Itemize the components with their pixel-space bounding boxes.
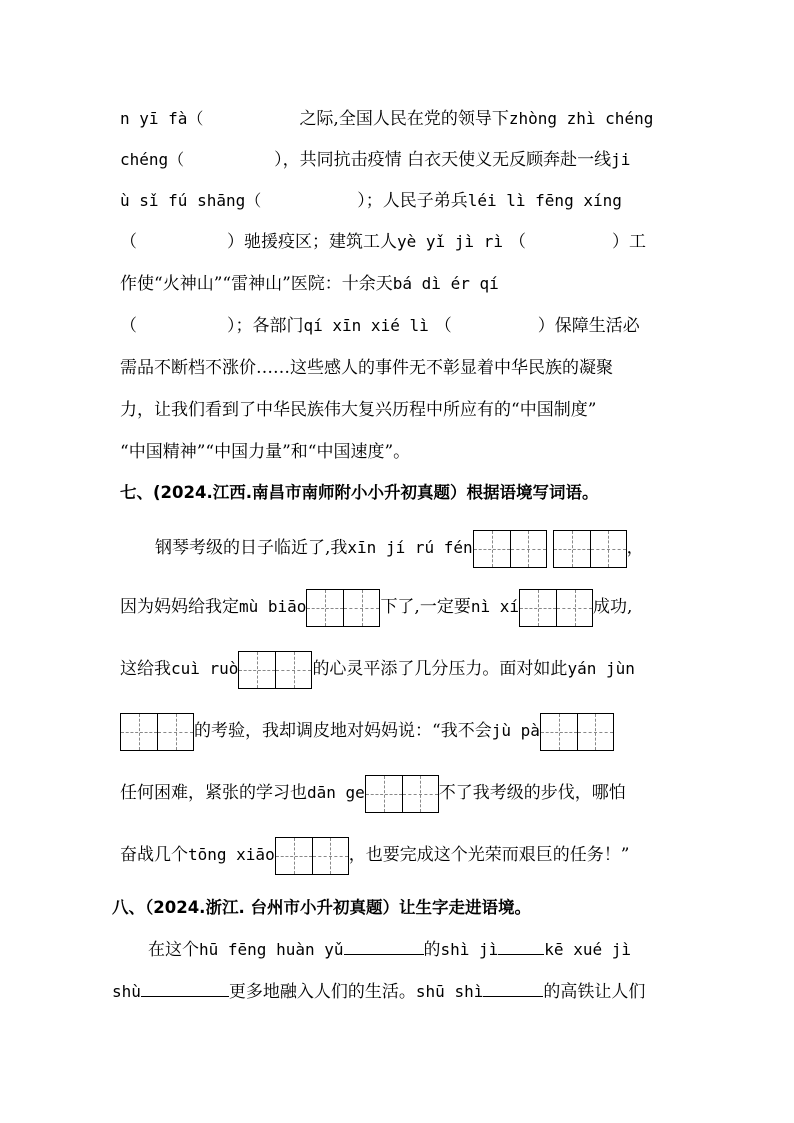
answer-grid[interactable]: [553, 530, 627, 568]
text: 作使“火神山”“雷神山”医院：十余天: [120, 274, 393, 294]
s6-line-8: 力，让我们看到了中华民族伟大复兴历程中所应有的“中国制度”: [120, 400, 597, 420]
text: （: [120, 232, 137, 252]
text: （: [434, 316, 452, 336]
text: 奋战几个: [120, 845, 188, 865]
text: 的心灵平添了几分压力。面对如此: [312, 659, 568, 679]
s8-line-1: [148, 938, 631, 962]
answer-blank[interactable]: [344, 938, 424, 955]
pinyin: yán jùn: [567, 659, 635, 678]
pinyin: bá dì ér qí: [392, 274, 499, 293]
pinyin: hū fēng huàn yǔ: [199, 940, 344, 959]
s7-line-2: [120, 587, 632, 627]
text: 成功,: [593, 597, 633, 617]
answer-blank[interactable]: [141, 980, 229, 997]
pinyin: xīn jí rú fén: [347, 538, 473, 557]
answer-grid[interactable]: [120, 713, 194, 751]
text: ），共同抗击疫情 白衣天使义无反顾奔赴一线: [274, 150, 612, 170]
text: ）；人民子弟兵: [357, 191, 468, 211]
text: ）驰援疫区；建筑工人: [227, 232, 397, 252]
s6-line-7: 需品不断档不涨价……这些感人的事件无不彰显着中华民族的凝聚: [120, 358, 613, 378]
text: ，也要完成这个光荣而艰巨的任务！”: [348, 845, 630, 865]
s7-line-4: [120, 711, 614, 751]
text: 的考验，我却调皮地对妈妈说：“我不会: [194, 721, 492, 741]
text: 这给我: [120, 659, 171, 679]
answer-grid[interactable]: [473, 530, 547, 568]
text: 的: [423, 940, 441, 960]
s6-line-2: [120, 148, 630, 172]
text: （: [120, 316, 137, 336]
pinyin: dān ge: [307, 783, 365, 802]
text: （: [508, 232, 526, 252]
s7-line-1: [155, 528, 644, 568]
s6-line-4: [120, 230, 646, 254]
pinyin: kē xué jì: [544, 940, 631, 959]
s8-line-2: [112, 980, 645, 1004]
s7-line-5: [120, 773, 626, 813]
answer-blank[interactable]: [483, 980, 543, 997]
text: 任何困难，紧张的学习也: [120, 783, 307, 803]
text: ）工: [611, 232, 646, 252]
text: ，: [626, 538, 644, 558]
pinyin: ji: [611, 150, 631, 169]
pinyin: zhòng zhì chéng: [508, 109, 654, 128]
pinyin: nì xí: [470, 597, 520, 616]
pinyin: tōng xiāo: [188, 845, 275, 864]
text: 不了我考级的步伐，哪怕: [438, 783, 626, 803]
text: 之际,全国人民在党的领导下: [299, 109, 509, 129]
section-7-title: 七、(2024.江西.南昌市南师附小小升初真题）根据语境写词语。: [120, 483, 599, 502]
s6-line-9: “中国精神”“中国力量”和“中国速度”。: [120, 442, 411, 462]
text: ）；各部门: [227, 316, 304, 336]
pinyin: cuì ruò: [171, 659, 239, 678]
answer-grid[interactable]: [238, 651, 312, 689]
pinyin: léi lì fēng xíng: [467, 191, 622, 210]
section-8-title: 八、（2024.浙江. 台州市小升初真题）让生字走进语境。: [112, 898, 531, 917]
answer-grid[interactable]: [306, 589, 380, 627]
pinyin: jù pà: [491, 721, 540, 740]
s6-line-6: [120, 314, 640, 338]
pinyin: qí xīn xié lì: [303, 316, 429, 335]
answer-grid[interactable]: [275, 837, 349, 875]
text: 更多地融入人们的生活。: [228, 982, 416, 1002]
pinyin: n yī fà（: [120, 109, 204, 128]
pinyin: ù sǐ fú shāng（: [120, 191, 262, 210]
s7-line-6: [120, 835, 629, 875]
text: 因为妈妈给我定: [120, 597, 239, 617]
s6-line-5: [120, 272, 499, 296]
text: 的高铁让人们: [543, 982, 646, 1002]
pinyin: shù: [112, 982, 141, 1001]
text: ）保障生活必: [537, 316, 640, 336]
text: 在这个: [148, 940, 199, 960]
s7-line-3: [120, 649, 635, 689]
answer-blank[interactable]: [498, 938, 544, 955]
pinyin: shū shì: [415, 982, 484, 1001]
s6-line-3: [120, 189, 622, 213]
answer-grid[interactable]: [519, 589, 593, 627]
pinyin: mù biāo: [239, 597, 307, 616]
answer-grid[interactable]: [365, 775, 439, 813]
answer-grid[interactable]: [540, 713, 614, 751]
text: 钢琴考级的日子临近了,我: [155, 538, 348, 558]
pinyin: yè yǐ jì rì: [397, 232, 503, 251]
pinyin: shì jì: [440, 940, 499, 959]
pinyin: chéng（: [120, 150, 185, 169]
s6-line-1: [120, 107, 653, 131]
text: 下了,一定要: [380, 597, 471, 617]
